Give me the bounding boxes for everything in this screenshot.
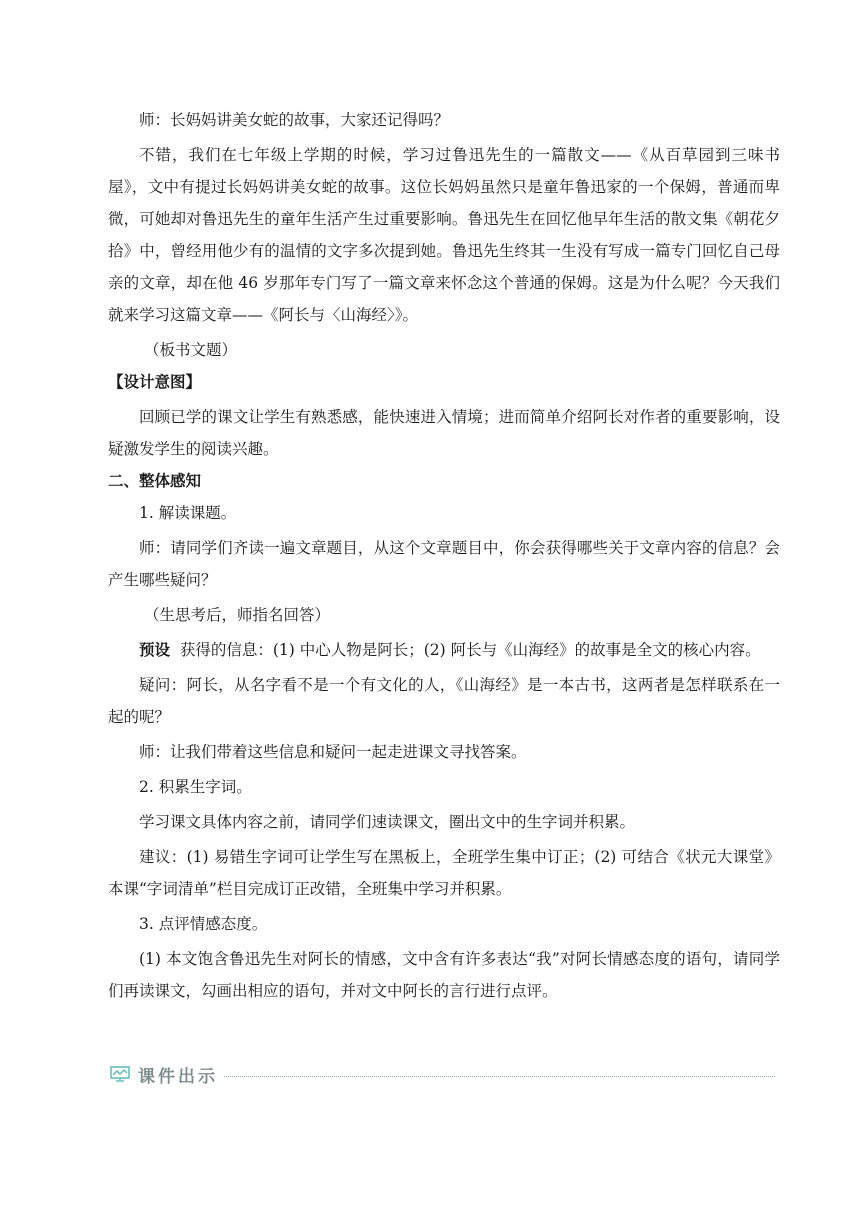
suggestion-paragraph: 建议：(1) 易错生字词可让学生写在黑板上，全班学生集中订正；(2) 可结合《状元大课堂》本课“字词清单”栏目完成订正改错，全班集中学习并积累。	[108, 848, 780, 898]
teacher-lead: 师：让我们带着这些信息和疑问一起走进课文寻找答案。	[139, 743, 527, 761]
design-intent-heading: 【设计意图】	[108, 373, 202, 391]
courseware-label: 课件出示	[138, 1066, 218, 1087]
question-paragraph: 疑问：阿长，从名字看不是一个有文化的人，《山海经》是一本古书，这两者是怎样联系在一起的呢？	[108, 676, 780, 726]
courseware-banner	[110, 1060, 775, 1088]
dotted-divider	[224, 1076, 775, 1077]
preset-answer	[108, 634, 780, 666]
board-note: （板书文题）	[144, 341, 238, 359]
teacher-question: 师：长妈妈讲美女蛇的故事，大家还记得吗？	[139, 111, 450, 129]
student-note: （生思考后，师指名回答）	[144, 606, 331, 624]
step-3-title: 3. 点评情感态度。	[139, 915, 268, 933]
emotion-task: (1) 本文饱含鲁迅先生对阿长的情感，文中含有许多表达“我”对阿长情感态度的语句，请同学们再读课文，勾画出相应的语句，并对文中阿长的言行进行点评。	[108, 950, 780, 1000]
vocab-instruction: 学习课文具体内容之前，请同学们速读课文，圈出文中的生字词并积累。	[139, 813, 636, 831]
document-body	[108, 104, 780, 1007]
step-1-title: 1. 解读课题。	[139, 504, 237, 522]
teacher-instruction: 师：请同学们齐读一遍文章题目，从这个文章题目中，你会获得哪些关于文章内容的信息？会产生哪些疑问？	[108, 539, 780, 589]
chart-board-icon	[110, 1066, 130, 1082]
design-intent-text: 回顾已学的课文让学生有熟悉感，能快速进入情境；进而简单介绍阿长对作者的重要影响，设疑激发学生的阅读兴趣。	[108, 408, 780, 458]
preset-label: 预设	[139, 641, 171, 659]
section-heading-overall: 二、整体感知	[108, 472, 202, 490]
step-2-title: 2. 积累生字词。	[139, 778, 252, 796]
preset-text: 获得的信息：(1) 中心人物是阿长；(2) 阿长与《山海经》的故事是全文的核心内容。	[179, 641, 761, 659]
intro-paragraph: 不错，我们在七年级上学期的时候，学习过鲁迅先生的一篇散文——《从百草园到三味书屋》，文中有提过长妈妈讲美女蛇的故事。这位长妈妈虽然只是童年鲁迅家的一个保姆，普通而卑微，可她却对鲁迅先生的童年生活产生过重要影响。鲁迅先生在回忆他早年生活的散文集《朝花夕拾》中，曾经用他少有的温情的文字多次提到她。鲁迅先生终其一生没有写成一篇专门回忆自己母亲的文章，却在他 46 岁那年专门写了一篇文章来怀念这个普通的保姆。这是为什么呢？今天我们就来学习这篇文章——《阿长与〈山海经〉》。	[108, 146, 780, 324]
